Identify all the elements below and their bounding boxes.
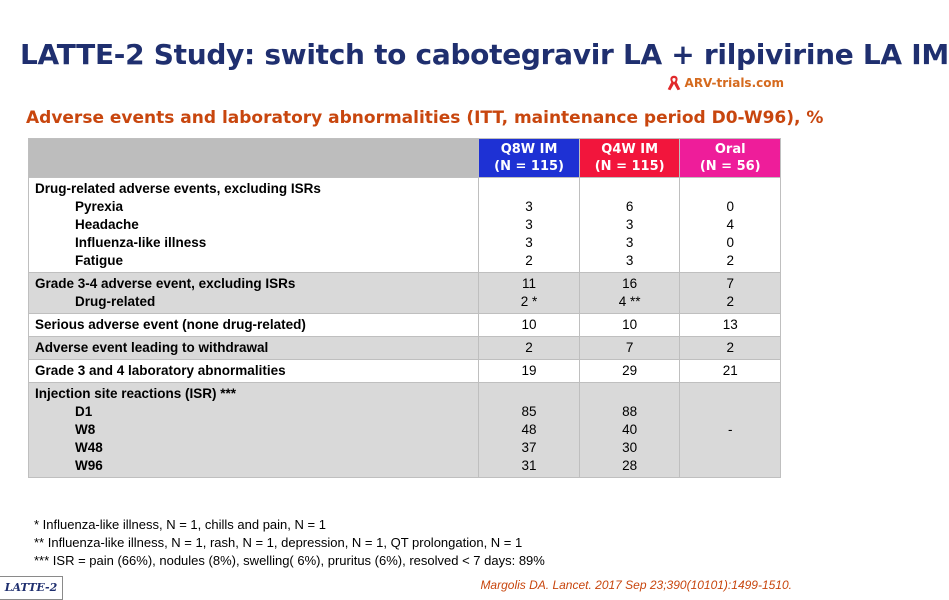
study-badge: LATTE-2 — [0, 576, 63, 600]
adverse-events-table — [28, 138, 781, 478]
table-body — [29, 178, 781, 478]
row-label: Drug-related adverse events, excluding ISRs — [35, 181, 321, 196]
table-row — [29, 360, 781, 383]
header-blank-cell — [29, 139, 479, 178]
value-cell-q8w — [479, 178, 580, 273]
value: 7 — [625, 340, 634, 355]
value: - — [727, 422, 733, 437]
value: 10 — [521, 317, 537, 332]
row-label-cell — [29, 360, 479, 383]
footnotes — [34, 516, 545, 570]
row-label-cell — [29, 273, 479, 314]
value-cell-q4w — [579, 178, 680, 273]
row-label: Serious adverse event (none drug-related) — [35, 317, 306, 332]
value: 2 — [525, 253, 533, 268]
value: 88 — [622, 404, 638, 419]
value-cell-oral — [680, 314, 781, 337]
value: 2 — [726, 294, 734, 309]
row-label-cell — [29, 383, 479, 478]
row-label: Grade 3-4 adverse event, excluding ISRs — [35, 276, 296, 291]
value: 30 — [622, 440, 638, 455]
value: 4 — [726, 217, 734, 232]
table-row — [29, 273, 781, 314]
value: 10 — [622, 317, 638, 332]
value: 85 — [521, 404, 537, 419]
header-q4w — [579, 139, 680, 178]
value: 16 — [622, 276, 638, 291]
header-q4w-name: Q4W IM — [601, 142, 659, 157]
value-cell-q4w — [579, 337, 680, 360]
header-q4w-n: (N = 115) — [594, 159, 665, 174]
value: 37 — [521, 440, 537, 455]
value: 6 — [625, 199, 634, 214]
row-sublabel: W8 — [75, 422, 96, 437]
footnote-1: * Influenza-like illness, N = 1, chills and pain, N = 1 — [34, 517, 326, 532]
value: 3 — [525, 217, 533, 232]
citation: Margolis DA. Lancet. 2017 Sep 23;390(10101):1499-1510. — [480, 578, 792, 592]
footnote-2: ** Influenza-like illness, N = 1, rash, N = 1, depression, N = 1, QT prolongation, N = 1 — [34, 535, 523, 550]
value: 3 — [625, 235, 634, 250]
value-cell-oral — [680, 383, 781, 478]
slide-subtitle: Adverse events and laboratory abnormalities (ITT, maintenance period D0-W96), % — [26, 108, 824, 128]
row-label-cell — [29, 178, 479, 273]
value-cell-q8w — [479, 383, 580, 478]
value: 21 — [722, 363, 738, 378]
header-oral — [680, 139, 781, 178]
value: 0 — [726, 235, 734, 250]
footnote-3: *** ISR = pain (66%), nodules (8%), swelling( 6%), pruritus (6%), resolved < 7 days: 89% — [34, 553, 545, 568]
row-sublabel: D1 — [75, 404, 93, 419]
value: 13 — [722, 317, 738, 332]
value: 2 — [726, 253, 734, 268]
header-oral-name: Oral — [714, 142, 746, 157]
value-cell-q8w — [479, 314, 580, 337]
value-cell-q8w — [479, 360, 580, 383]
value: 3 — [525, 235, 533, 250]
value: 40 — [622, 422, 638, 437]
value: 2 * — [520, 294, 538, 309]
row-label-cell — [29, 314, 479, 337]
value: 28 — [622, 458, 638, 473]
header-q8w — [479, 139, 580, 178]
table-row — [29, 178, 781, 273]
value-cell-q4w — [579, 314, 680, 337]
header-q8w-name: Q8W IM — [500, 142, 558, 157]
value: 7 — [726, 276, 734, 291]
row-sublabel: Pyrexia — [75, 199, 124, 214]
table-row — [29, 383, 781, 478]
value-cell-oral — [680, 360, 781, 383]
value: 31 — [521, 458, 537, 473]
row-sublabel: Drug-related — [75, 294, 156, 309]
header-q8w-n: (N = 115) — [494, 159, 564, 174]
row-label: Adverse event leading to withdrawal — [35, 340, 269, 355]
ribbon-icon — [665, 74, 683, 92]
row-sublabel: Headache — [75, 217, 139, 232]
value: 19 — [521, 363, 537, 378]
row-label: Injection site reactions (ISR) *** — [35, 386, 237, 401]
value: 11 — [522, 276, 537, 291]
header-oral-n: (N = 56) — [699, 159, 761, 174]
row-sublabel: Influenza-like illness — [75, 235, 207, 250]
value: 2 — [726, 340, 734, 355]
value-cell-q8w — [479, 273, 580, 314]
logo-text: ARV-trials.com — [684, 76, 784, 90]
table-row — [29, 337, 781, 360]
table-row — [29, 314, 781, 337]
row-sublabel: Fatigue — [75, 253, 124, 268]
value: 3 — [525, 199, 533, 214]
value: 2 — [525, 340, 533, 355]
value-cell-oral — [680, 337, 781, 360]
value: 3 — [625, 253, 634, 268]
row-sublabel: W48 — [75, 440, 103, 455]
table-header-row — [29, 139, 781, 178]
value-cell-oral — [680, 178, 781, 273]
value: 0 — [726, 199, 734, 214]
row-label-cell — [29, 337, 479, 360]
row-label: Grade 3 and 4 laboratory abnormalities — [35, 363, 286, 378]
value-cell-q8w — [479, 337, 580, 360]
value-cell-q4w — [579, 383, 680, 478]
arv-trials-logo — [665, 74, 784, 92]
value-cell-q4w — [579, 273, 680, 314]
slide-title: LATTE-2 Study: switch to cabotegravir LA + rilpivirine LA IM — [20, 38, 949, 71]
value: 4 ** — [618, 294, 641, 309]
value-cell-q4w — [579, 360, 680, 383]
value: 29 — [622, 363, 638, 378]
value-cell-oral — [680, 273, 781, 314]
row-sublabel: W96 — [75, 458, 103, 473]
value: 3 — [625, 217, 634, 232]
value: 48 — [521, 422, 537, 437]
